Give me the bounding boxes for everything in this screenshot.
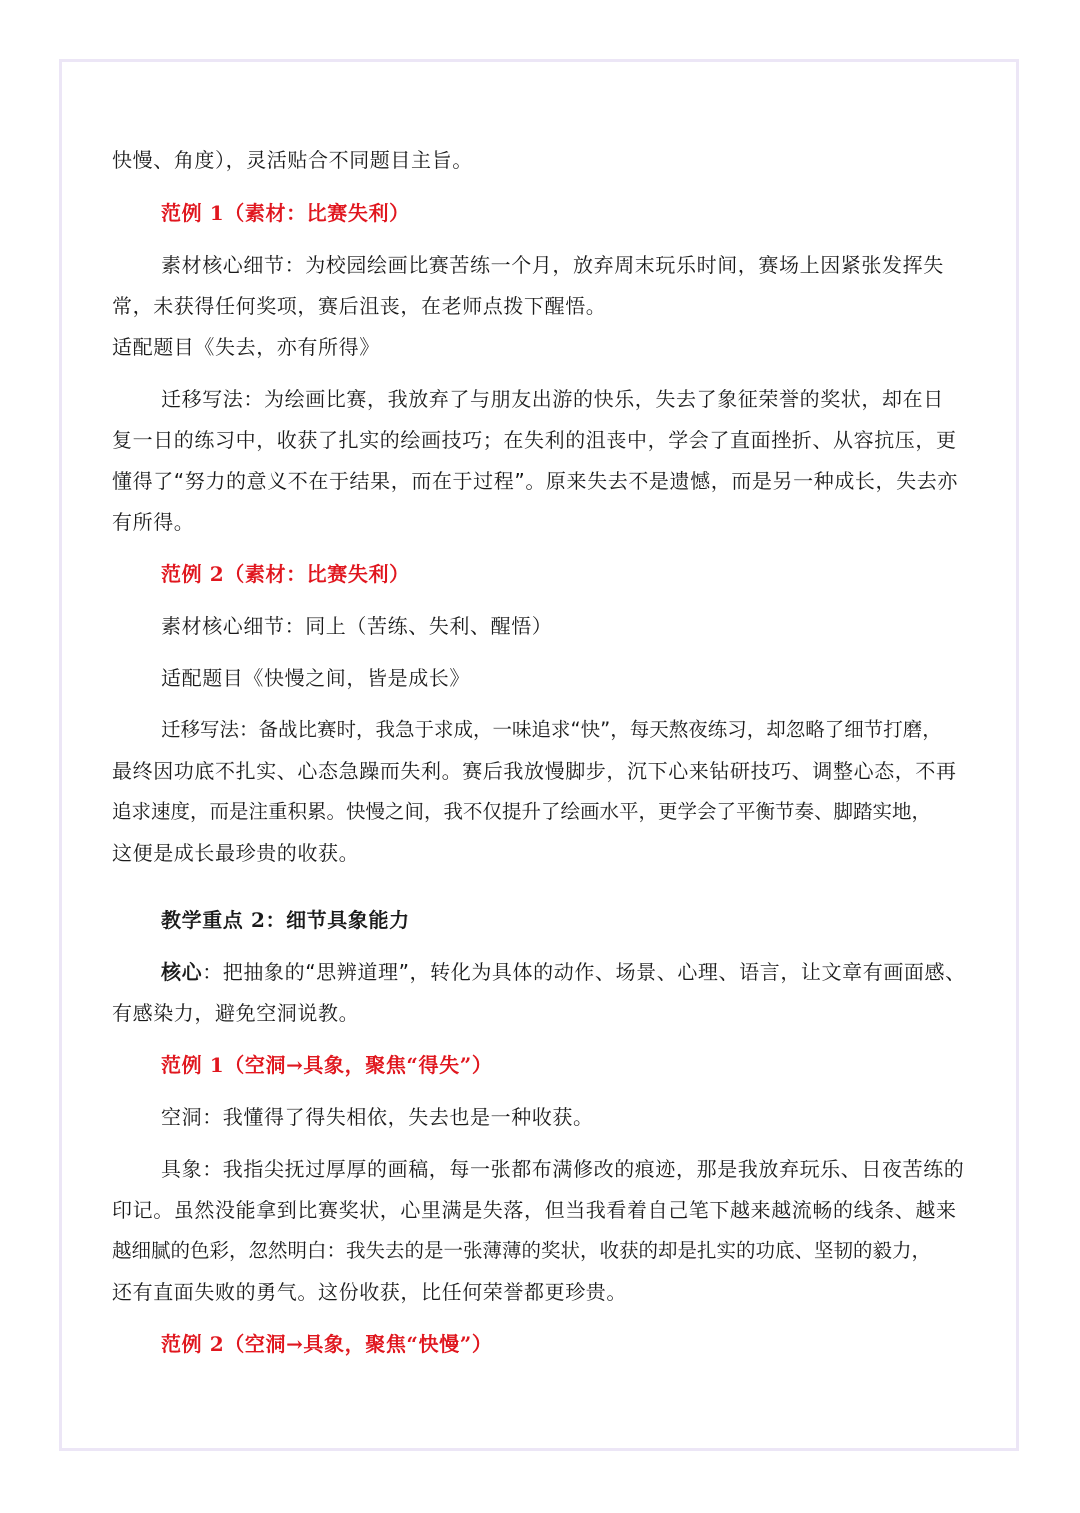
paragraph-line: 这便是成长最珍贵的收获。 bbox=[112, 841, 360, 865]
example-heading: 范例 2（素材：比赛失利） bbox=[161, 562, 410, 586]
example-heading: 范例 1（素材：比赛失利） bbox=[161, 201, 410, 225]
paragraph-line: 有所得。 bbox=[112, 510, 195, 534]
paragraph-line: 快慢、角度），灵活贴合不同题目主旨。 bbox=[112, 148, 473, 172]
paragraph-line: 最终因功底不扎实、心态急躁而失利。赛后我放慢脚步，沉下心来钻研技巧、调整心态，不再 bbox=[112, 759, 957, 783]
paragraph-line: 懂得了“努力的意义不在于结果，而在于过程”。原来失去不是遗憾，而是另一种成长，失去亦 bbox=[112, 469, 958, 493]
paragraph-line: 常，未获得任何奖项，赛后沮丧，在老师点拨下醒悟。 bbox=[112, 294, 607, 318]
core-text: ：把抽象的“思辨道理”，转化为具体的动作、场景、心理、语言，让文章有画面感、 bbox=[202, 960, 966, 984]
paragraph-line bbox=[161, 958, 966, 986]
paragraph-line: 迁移写法：为绘画比赛，我放弃了与朋友出游的快乐，失去了象征荣誉的奖状，却在日 bbox=[161, 387, 944, 411]
paragraph-line: 适配题目《失去，亦有所得》 bbox=[112, 335, 380, 359]
example-heading: 范例 1（空洞→具象，聚焦“得失”） bbox=[161, 1053, 493, 1077]
paragraph-line: 还有直面失败的勇气。这份收获，比任何荣誉都更珍贵。 bbox=[112, 1280, 627, 1304]
paragraph-line: 适配题目《快慢之间，皆是成长》 bbox=[161, 666, 470, 690]
paragraph-line: 空洞：我懂得了得失相依，失去也是一种收获。 bbox=[161, 1105, 594, 1129]
paragraph-line: 越细腻的色彩，忽然明白：我失去的是一张薄薄的奖状，收获的却是扎实的功底、坚韧的毅力， bbox=[112, 1239, 932, 1262]
paragraph-line: 复一日的练习中，收获了扎实的绘画技巧；在失利的沮丧中，学会了直面挫折、从容抗压，更 bbox=[112, 428, 957, 452]
section-heading: 教学重点 2：细节具象能力 bbox=[161, 908, 410, 932]
paragraph-line: 迁移写法：备战比赛时，我急于求成，一味追求“快”，每天熬夜练习，却忽略了细节打磨， bbox=[161, 718, 942, 741]
paragraph-line: 有感染力，避免空洞说教。 bbox=[112, 1001, 360, 1025]
example-heading: 范例 2（空洞→具象，聚焦“快慢”） bbox=[161, 1332, 493, 1356]
paragraph-line: 素材核心细节：为校园绘画比赛苦练一个月，放弃周末玩乐时间，赛场上因紧张发挥失 bbox=[161, 253, 944, 277]
paragraph-line: 素材核心细节：同上（苦练、失利、醒悟） bbox=[161, 614, 553, 638]
paragraph-line: 印记。虽然没能拿到比赛奖状，心里满是失落，但当我看着自己笔下越来越流畅的线条、越来 bbox=[112, 1198, 957, 1222]
core-label: 核心 bbox=[161, 960, 203, 984]
paragraph-line: 具象：我指尖抚过厚厚的画稿，每一张都布满修改的痕迹，那是我放弃玩乐、日夜苦练的 bbox=[161, 1157, 965, 1181]
paragraph-line: 追求速度，而是注重积累。快慢之间，我不仅提升了绘画水平，更学会了平衡节奏、脚踏实地， bbox=[112, 800, 932, 823]
